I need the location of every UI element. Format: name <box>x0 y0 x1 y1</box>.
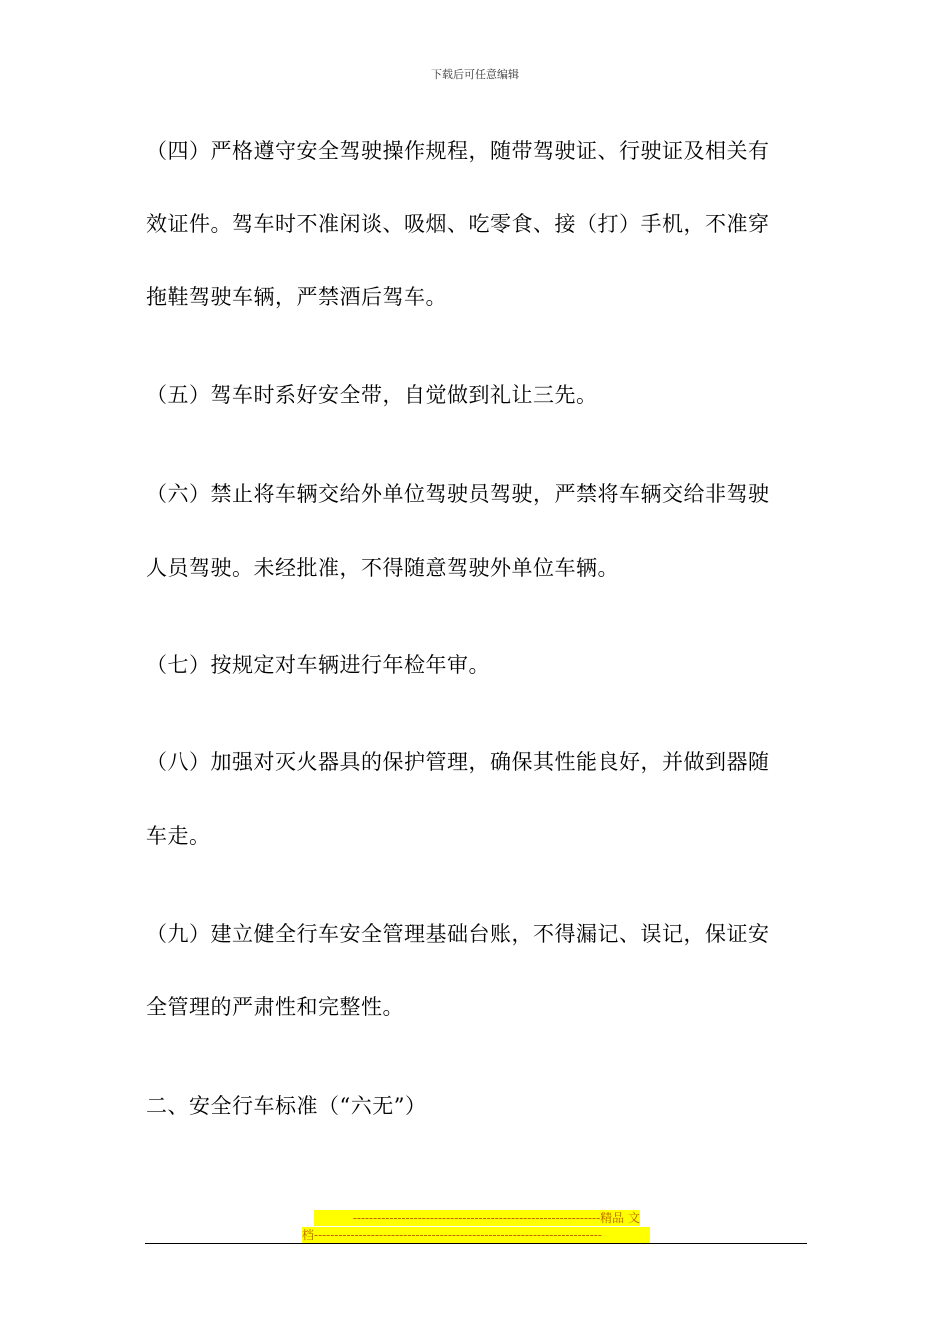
body-line: （七）按规定对车辆进行年检年审。 <box>146 653 490 677</box>
section-heading: 二、安全行车标准（“六无”） <box>146 1094 427 1118</box>
body-line: 人员驾驶。未经批准，不得随意驾驶外单位车辆。 <box>146 556 619 580</box>
body-line: 拖鞋驾驶车辆，严禁酒后驾车。 <box>146 285 447 309</box>
footer-line-2 <box>302 1227 650 1243</box>
body-line: （五）驾车时系好安全带，自觉做到礼让三先。 <box>146 383 598 407</box>
footer-text: 档 <box>302 1228 315 1242</box>
header-note: 下载后可任意编辑 <box>431 68 519 81</box>
body-line: （九）建立健全行车安全管理基础台账，不得漏记、误记，保证安 <box>146 922 770 946</box>
footer-rule <box>145 1243 807 1244</box>
body-line: 车走。 <box>146 824 211 848</box>
footer-line-1 <box>314 1210 640 1226</box>
footer-text: 精品 文 <box>600 1211 640 1225</box>
footer-dashes: ----------------------------------------------------------------------- <box>314 1228 602 1242</box>
footer-dashes: ------------------------------------------------------------- <box>352 1211 601 1225</box>
body-line: （四）严格遵守安全驾驶操作规程，随带驾驶证、行驶证及相关有 <box>146 139 770 163</box>
body-line: 效证件。驾车时不准闲谈、吸烟、吃零食、接（打）手机，不准穿 <box>146 212 770 236</box>
body-line: 全管理的严肃性和完整性。 <box>146 995 404 1019</box>
body-line: （八）加强对灭火器具的保护管理，确保其性能良好，并做到器随 <box>146 750 770 774</box>
body-line: （六）禁止将车辆交给外单位驾驶员驾驶，严禁将车辆交给非驾驶 <box>146 482 770 506</box>
